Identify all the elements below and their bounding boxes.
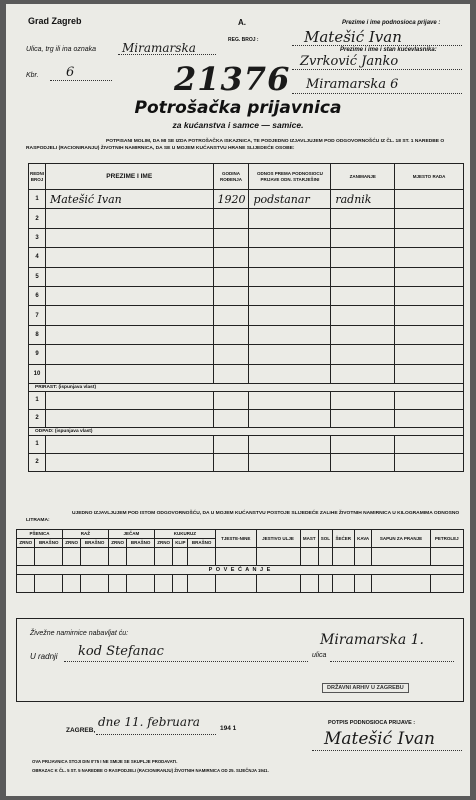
- workplace: [395, 209, 464, 228]
- col-header-year: GODINA ROĐENJA: [213, 164, 249, 190]
- person-row: [29, 286, 464, 305]
- supply-street-value: Miramarska 1.: [320, 632, 424, 648]
- decrease-row-no: 1: [29, 435, 46, 453]
- stock-col-oil: JESTIVO ULJE: [256, 530, 300, 548]
- house-number-value: 6: [66, 65, 75, 80]
- person-row: [29, 306, 464, 325]
- street-label: Ulica, trg ili ina oznaka: [26, 46, 97, 53]
- workplace: [395, 325, 464, 344]
- footer-place: ZAGREB,: [66, 727, 96, 734]
- increase-row-no: 1: [29, 391, 46, 409]
- row-number: 4: [29, 248, 46, 267]
- stock-sub-flour: BRAŠNO: [188, 539, 216, 548]
- price-note: OVA PRIJAVNICA STOJI DIN 0'75 I NE SMIJE SE SKUPLJE PRODAVATI.: [32, 759, 178, 764]
- birth-year: [213, 267, 249, 286]
- decrease-section-label: ODPAD: (ispunjava vlast): [29, 427, 464, 435]
- occupation: [331, 306, 395, 325]
- birth-year: [213, 364, 249, 383]
- signature-label: POTPIS PODNOSIOCA PRIJAVE :: [328, 720, 416, 726]
- person-name: [45, 209, 213, 228]
- relation: [249, 209, 331, 228]
- occupation: [331, 286, 395, 305]
- person-name: Matešić Ivan: [45, 190, 213, 209]
- occupation: [331, 228, 395, 247]
- workplace: [395, 345, 464, 364]
- section-letter: A.: [238, 18, 246, 27]
- relation: [249, 228, 331, 247]
- row-number: 7: [29, 306, 46, 325]
- shop-prefix: U radnji: [30, 652, 58, 661]
- person-name: [45, 325, 213, 344]
- person-row: [29, 228, 464, 247]
- birth-year: [213, 286, 249, 305]
- increase-section-label: PRIRAST: (ispunjava vlast): [29, 383, 464, 391]
- occupation: [331, 364, 395, 383]
- increase-row-no: 2: [29, 409, 46, 427]
- row-number: 9: [29, 345, 46, 364]
- workplace: [395, 190, 464, 209]
- col-header-workplace: MJESTO RADA: [395, 164, 464, 190]
- persons-table: [28, 163, 464, 472]
- house-number-label: Kbr.: [26, 72, 39, 79]
- archive-stamp: DRŽAVNI ARHIV U ZAGREBU: [322, 683, 409, 693]
- row-number: 6: [29, 286, 46, 305]
- person-row: [29, 190, 464, 209]
- relation: podstanar: [249, 190, 331, 209]
- row-number: 10: [29, 364, 46, 383]
- stock-sub-grain: ZRNO: [154, 539, 172, 548]
- regulation-note: OBRAZAC K ČL. 5 ST. 5 NAREDBE O RASPODJELI (RACIONIRANJU) ŽIVOTNIH NAMIRNICA OD 25. SIJEČNJA 1941.: [32, 768, 269, 773]
- stock-col-salt: SOL: [318, 530, 332, 548]
- birth-year: [213, 248, 249, 267]
- stock-sub-grain: ZRNO: [108, 539, 126, 548]
- stock-sub-flour: BRAŠNO: [127, 539, 155, 548]
- row-number: 2: [29, 209, 46, 228]
- person-row: [29, 325, 464, 344]
- stock-col-lard: MAST: [300, 530, 318, 548]
- stock-sub-cob: KLIP: [173, 539, 188, 548]
- birth-year: 1920: [213, 190, 249, 209]
- form-title: Potrošačka prijavnica: [134, 98, 342, 118]
- owner-address: Miramarska 6: [306, 77, 399, 92]
- col-header-relation: ODNOS PREMA PODNOSIOCU PRIJAVE ODN. STARJEŠINI: [249, 164, 331, 190]
- stock-col-coffee: KAVA: [354, 530, 372, 548]
- person-name: [45, 306, 213, 325]
- occupation: [331, 248, 395, 267]
- workplace: [395, 248, 464, 267]
- relation: [249, 267, 331, 286]
- registration-number: 21376: [174, 60, 291, 98]
- applicant-signature: Matešić Ivan: [324, 729, 435, 749]
- col-header-occupation: ZANIMANJE: [331, 164, 395, 190]
- workplace: [395, 364, 464, 383]
- row-number: 3: [29, 228, 46, 247]
- occupation: [331, 209, 395, 228]
- person-name: [45, 228, 213, 247]
- occupation: [331, 267, 395, 286]
- person-name: [45, 267, 213, 286]
- row-number: 5: [29, 267, 46, 286]
- stock-table: [16, 529, 464, 593]
- form-subtitle: za kućanstva i samce — samice.: [172, 120, 304, 130]
- person-name: [45, 248, 213, 267]
- footer-date: dne 11. februara: [98, 715, 200, 729]
- col-header-name: PREZIME I IME: [45, 164, 213, 190]
- workplace: [395, 306, 464, 325]
- workplace: [395, 286, 464, 305]
- birth-year: [213, 228, 249, 247]
- person-row: [29, 364, 464, 383]
- person-row: [29, 345, 464, 364]
- stock-sub-grain: ZRNO: [62, 539, 80, 548]
- birth-year: [213, 209, 249, 228]
- row-number: 1: [29, 190, 46, 209]
- occupation: [331, 345, 395, 364]
- stock-increase-row: [17, 575, 464, 593]
- applicant-label: Prezime i ime podnosioca prijave :: [342, 20, 441, 26]
- city-name: Grad Zagreb: [28, 16, 82, 26]
- stock-col-pasta: TJESTE-NINE: [215, 530, 256, 548]
- person-name: [45, 345, 213, 364]
- person-row: [29, 209, 464, 228]
- decrease-row-no: 2: [29, 453, 46, 471]
- relation: [249, 364, 331, 383]
- stock-sub-flour: BRAŠNO: [81, 539, 109, 548]
- birth-year: [213, 306, 249, 325]
- stock-increase-label: P O V E Ć A N J E: [17, 566, 464, 575]
- stock-col-soap: SAPUN ZA PRANJE: [372, 530, 430, 548]
- workplace: [395, 267, 464, 286]
- row-number: 8: [29, 325, 46, 344]
- person-name: [45, 364, 213, 383]
- stock-sub-grain: ZRNO: [17, 539, 35, 548]
- stock-declaration: UJEDNO IZJAVLJUJEM POD ISTOM ODGOVORNOŠĆU, DA U MOJEM KUĆANSTVU POSTOJE SLIJEDEĆE ZALIHE ŽIVOTNIH NAMIRNICA U KILOGRAMIMA ODNOSNO LITRAMA:: [26, 511, 460, 523]
- footer-year: 194 1: [220, 725, 237, 732]
- owner-label: Prezime i ime i stan kućevlasnika:: [340, 47, 437, 53]
- occupation: radnik: [331, 190, 395, 209]
- person-name: [45, 286, 213, 305]
- occupation: [331, 325, 395, 344]
- stock-col-petroleum: PETROLEJ: [430, 530, 463, 548]
- supply-title: Živežne namirnice nabavljat ću:: [30, 630, 129, 637]
- col-header-no: REDNI BROJ: [29, 164, 46, 190]
- stock-values-row: [17, 548, 464, 566]
- stock-group-corn: KUKURUZ: [154, 530, 215, 539]
- owner-name: Zvrković Janko: [300, 54, 399, 69]
- birth-year: [213, 325, 249, 344]
- stock-group-rye: RAŽ: [62, 530, 108, 539]
- stock-sub-flour: BRAŠNO: [35, 539, 63, 548]
- intro-declaration: POTPISANI MOLIM, DA MI SE IZDA POTROŠAČKA ISKAZNICA, TE PODJEDNO IZJAVLJUJEM POD ODGOVORNOŠĆU IZ ČL. 18 ST. 1 NAREDBE O RASPODJELI (RACIONIRANJU) ŽIVOTNIH NAMIRNICA, DA SE U MOJEM KUĆANSTVU HRANE SLIJEDEĆE OSOBE:: [26, 139, 445, 151]
- person-row: [29, 248, 464, 267]
- relation: [249, 325, 331, 344]
- street-prefix: ulica: [312, 652, 327, 659]
- street-value: Miramarska: [122, 41, 196, 55]
- relation: [249, 248, 331, 267]
- birth-year: [213, 345, 249, 364]
- stock-col-sugar: ŠEĆER: [332, 530, 354, 548]
- applicant-name: Matešić Ivan: [304, 28, 402, 46]
- reg-number-label: REG. BROJ :: [228, 37, 259, 43]
- stock-group-wheat: PŠENICA: [17, 530, 63, 539]
- relation: [249, 286, 331, 305]
- shop-value: kod Stefanac: [78, 644, 164, 659]
- relation: [249, 306, 331, 325]
- workplace: [395, 228, 464, 247]
- relation: [249, 345, 331, 364]
- stock-group-barley: JEČAM: [108, 530, 154, 539]
- person-row: [29, 267, 464, 286]
- form-sheet: [6, 4, 470, 796]
